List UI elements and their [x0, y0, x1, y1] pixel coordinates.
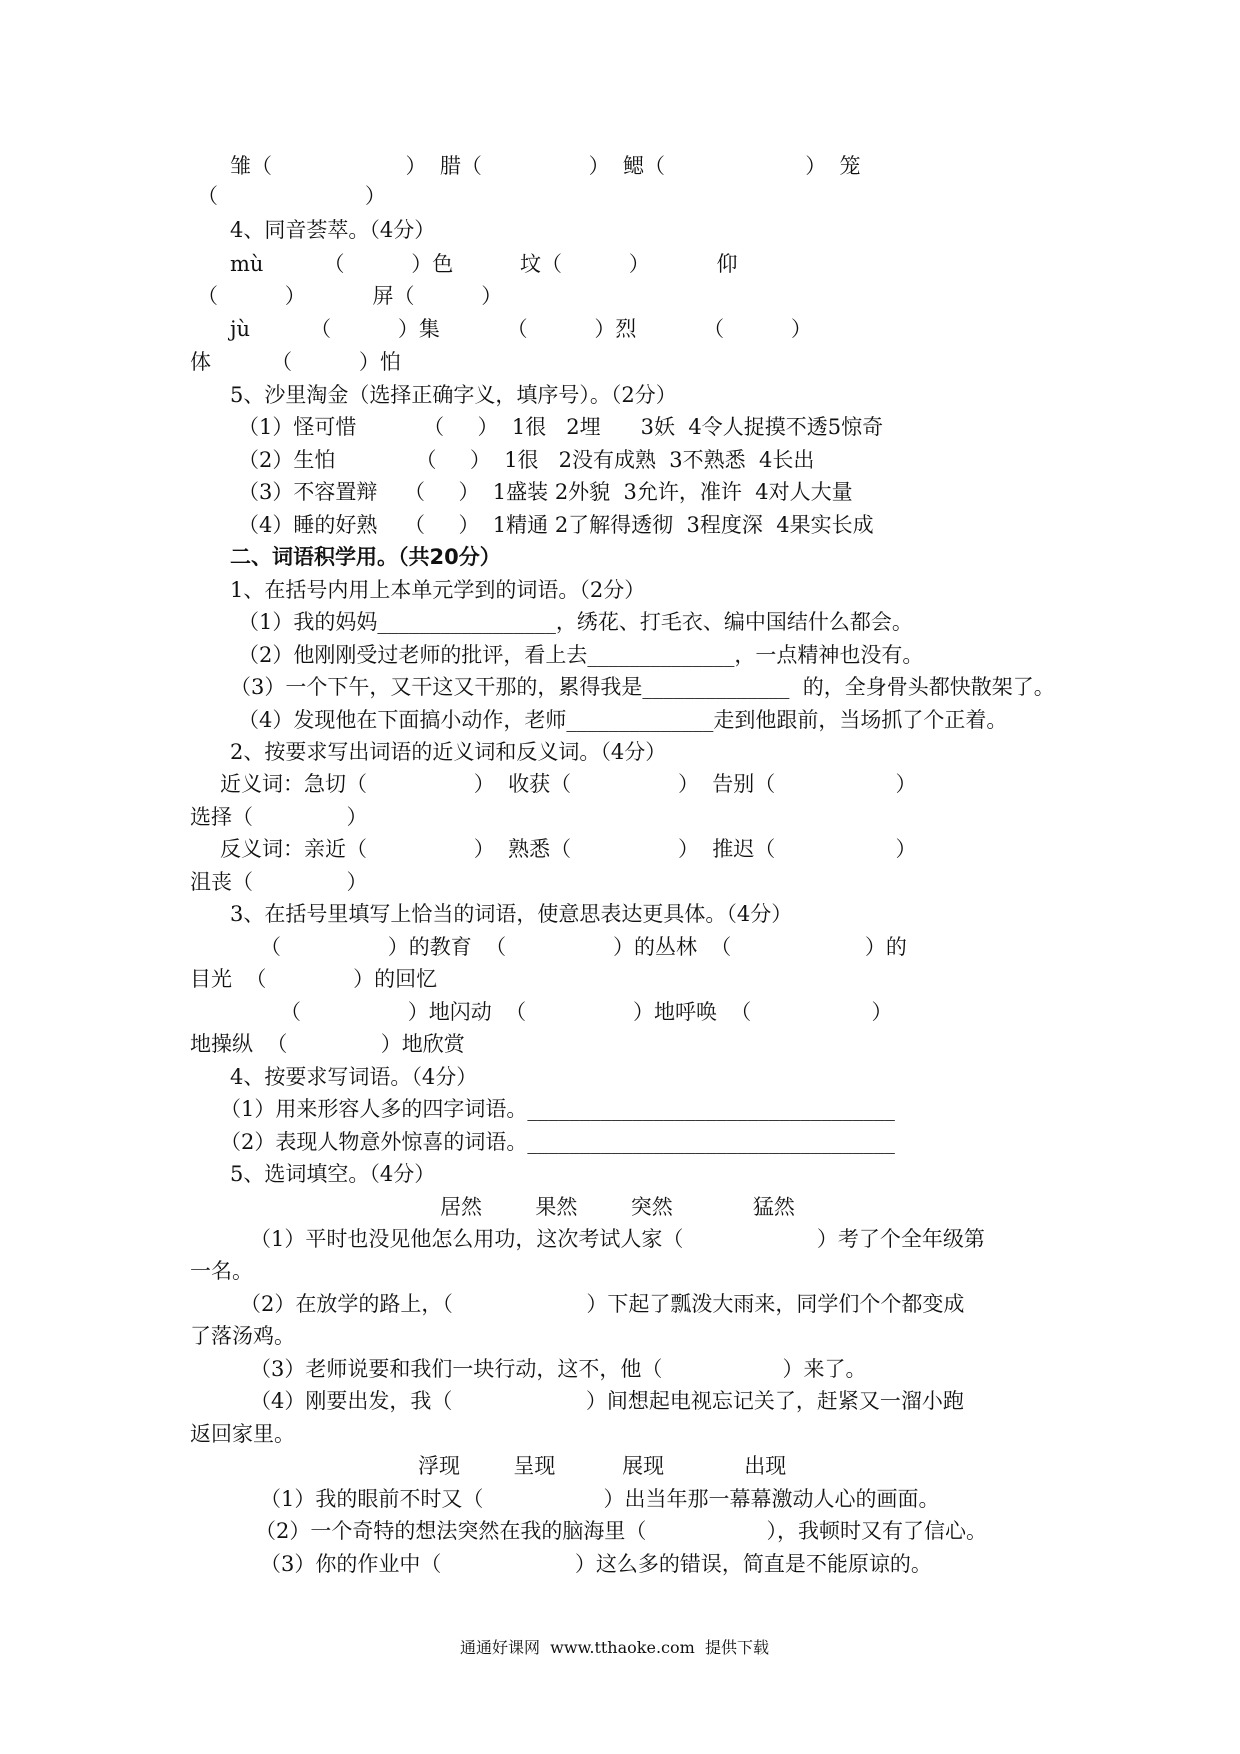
text-line: （ ） 屏（ ） [197, 284, 503, 308]
question-heading: 4、同音荟萃。（4分） [230, 218, 436, 242]
text-line: （1）用来形容人多的四字词语。___________________________________ [220, 1097, 895, 1121]
text-line: （1）我的妈妈_________________，绣花、打毛衣、编中国结什么都会。 [238, 610, 913, 634]
text-line: 雏（ ） 腊（ ） 鳃（ ） 笼 [230, 154, 861, 178]
text-line: （3）一个下午，又干这又干那的，累得我是______________ 的，全身骨头都快散架了。 [230, 675, 1055, 699]
text-line: （4）发现他在下面搞小动作，老师______________走到他跟前，当场抓了个正着。 [238, 708, 1008, 732]
text-line: mù （ ）色 坟（ ） 仰 [230, 252, 738, 276]
text-line: 选择（ ） [190, 805, 368, 829]
text-line: （3）不容置辩 （ ） 1盛装 2外貌 3允许，准许 4对人大量 [238, 480, 853, 504]
text-line: （3）老师说要和我们一块行动，这不，他（ ）来了。 [250, 1357, 867, 1381]
text-line: （2）生怕 （ ） 1很 2没有成熟 3不熟悉 4长出 [238, 448, 815, 472]
text-line: （3）你的作业中（ ）这么多的错误，简直是不能原谅的。 [260, 1552, 932, 1576]
question-heading: 5、沙里淘金（选择正确字义，填序号）。（2分） [230, 383, 677, 407]
text-line: 近义词：急切（ ） 收获（ ） 告别（ ） [220, 772, 917, 796]
text-line: （2）在放学的路上，（ ）下起了瓢泼大雨来，同学们个个都变成 [240, 1292, 965, 1316]
text-line: （2）他刚刚受过老师的批评，看上去______________，一点精神也没有。 [238, 643, 924, 667]
text-line: （ ）的教育 （ ）的丛林 （ ）的 [260, 935, 907, 959]
text-line: （4）刚要出发，我（ ）间想起电视忘记关了，赶紧又一溜小跑 [250, 1389, 964, 1413]
text-line: 体 （ ）怕 [190, 350, 401, 374]
text-line: （ ） [197, 184, 386, 208]
text-line: 目光 （ ）的回忆 [190, 967, 438, 991]
question-heading: 1、在括号内用上本单元学到的词语。（2分） [230, 578, 646, 602]
word-choices: 居然 果然 突然 猛然 [440, 1195, 795, 1219]
text-line: 一名。 [190, 1259, 253, 1283]
text-line: 了落汤鸡。 [190, 1324, 295, 1348]
text-line: （ ）地闪动 （ ）地呼唤 （ ） [280, 1000, 893, 1024]
question-heading: 4、按要求写词语。（4分） [230, 1065, 478, 1089]
text-line: （1）我的眼前不时又（ ）出当年那一幕幕激动人心的画面。 [260, 1487, 940, 1511]
text-line: （1）怪可惜 （ ） 1很 2埋 3妖 4令人捉摸不透5惊奇 [238, 415, 884, 439]
question-heading: 2、按要求写出词语的近义词和反义词。（4分） [230, 740, 667, 764]
text-line: 地操纵 （ ）地欣赏 [190, 1032, 465, 1056]
text-line: 沮丧（ ） [190, 870, 368, 894]
footer-text: 通通好课网 www.tthaoke.com 提供下载 [460, 1638, 769, 1657]
text-line: 返回家里。 [190, 1422, 295, 1446]
text-line: （4）睡的好熟 （ ） 1精通 2了解得透彻 3程度深 4果实长成 [238, 513, 874, 537]
text-line: （1）平时也没见他怎么用功，这次考试人家（ ）考了个全年级第 [250, 1227, 985, 1251]
section-heading: 二、词语积学用。（共20分） [230, 545, 501, 569]
text-line: jù （ ）集 （ ）烈 （ ） [230, 317, 812, 341]
text-line: （2）一个奇特的想法突然在我的脑海里（ ），我顿时又有了信心。 [255, 1519, 988, 1543]
question-heading: 3、在括号里填写上恰当的词语，使意思表达更具体。（4分） [230, 902, 793, 926]
text-line: （2）表现人物意外惊喜的词语。___________________________________ [220, 1130, 895, 1154]
word-choices: 浮现 呈现 展现 出现 [418, 1454, 787, 1478]
text-line: 反义词：亲近（ ） 熟悉（ ） 推迟（ ） [220, 837, 917, 861]
question-heading: 5、选词填空。（4分） [230, 1162, 436, 1186]
